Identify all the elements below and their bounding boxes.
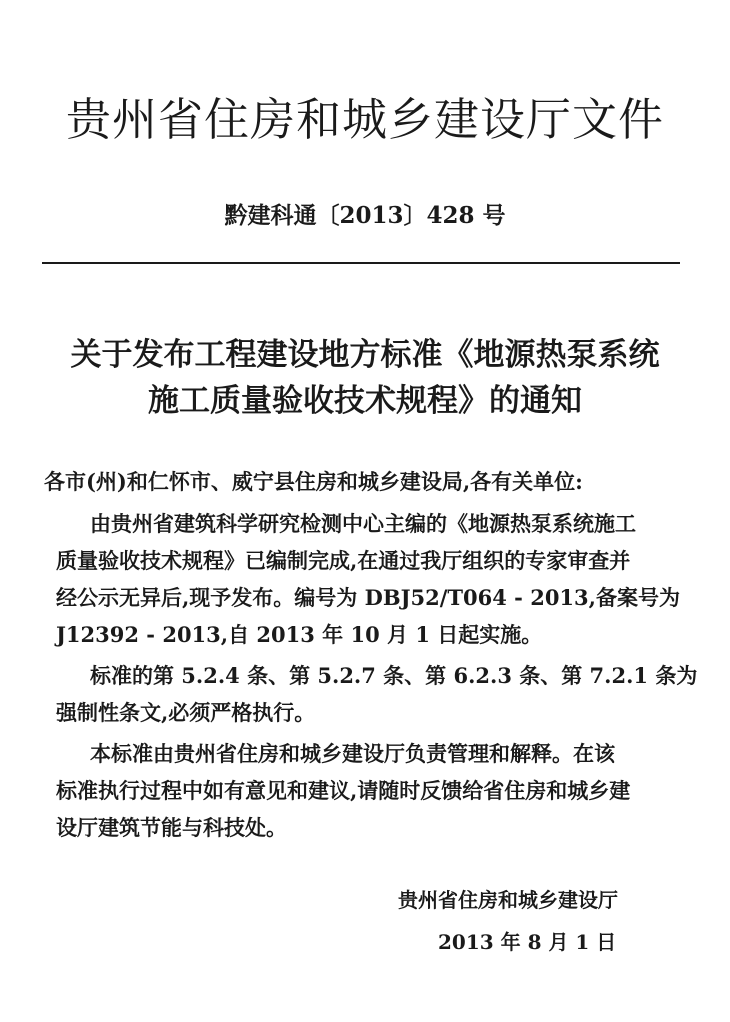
document-number: 黔建科通〔2013〕428 号 — [224, 202, 506, 229]
issuer-heading: 贵州省住房和城乡建设厅文件 — [65, 93, 664, 146]
signature-issuer: 贵州省住房和城乡建设厅 — [398, 888, 618, 912]
paragraph-3-line-2: 标准执行过程中如有意见和建议,请随时反馈给省住房和城乡建 — [56, 778, 631, 803]
paragraph-1-line-1: 由贵州省建筑科学研究检测中心主编的《地源热泵系统施工 — [90, 511, 636, 536]
header-divider — [42, 262, 680, 264]
paragraph-3-line-3: 设厅建筑节能与科技处。 — [56, 815, 287, 840]
notice-title-line-2: 施工质量验收技术规程》的通知 — [148, 383, 582, 419]
salutation: 各市(州)和仁怀市、威宁县住房和城乡建设局,各有关单位: — [44, 469, 583, 494]
paragraph-1-line-2: 质量验收技术规程》已编制完成,在通过我厅组织的专家审查并 — [56, 548, 631, 573]
paragraph-1-line-4: J12392 - 2013,自 2013 年 10 月 1 日起实施。 — [56, 622, 543, 647]
notice-title-line-1: 关于发布工程建设地方标准《地源热泵系统 — [70, 337, 660, 373]
signature-date: 2013 年 8 月 1 日 — [438, 930, 617, 954]
paragraph-3-line-1: 本标准由贵州省住房和城乡建设厅负责管理和解释。在该 — [90, 741, 615, 766]
paragraph-2-line-1: 标准的第 5.2.4 条、第 5.2.7 条、第 6.2.3 条、第 7.2.1 条为 — [90, 663, 698, 688]
paragraph-1-line-3: 经公示无异后,现予发布。编号为 DBJ52/T064 - 2013,备案号为 — [56, 585, 680, 610]
paragraph-2-line-2: 强制性条文,必须严格执行。 — [56, 700, 316, 725]
